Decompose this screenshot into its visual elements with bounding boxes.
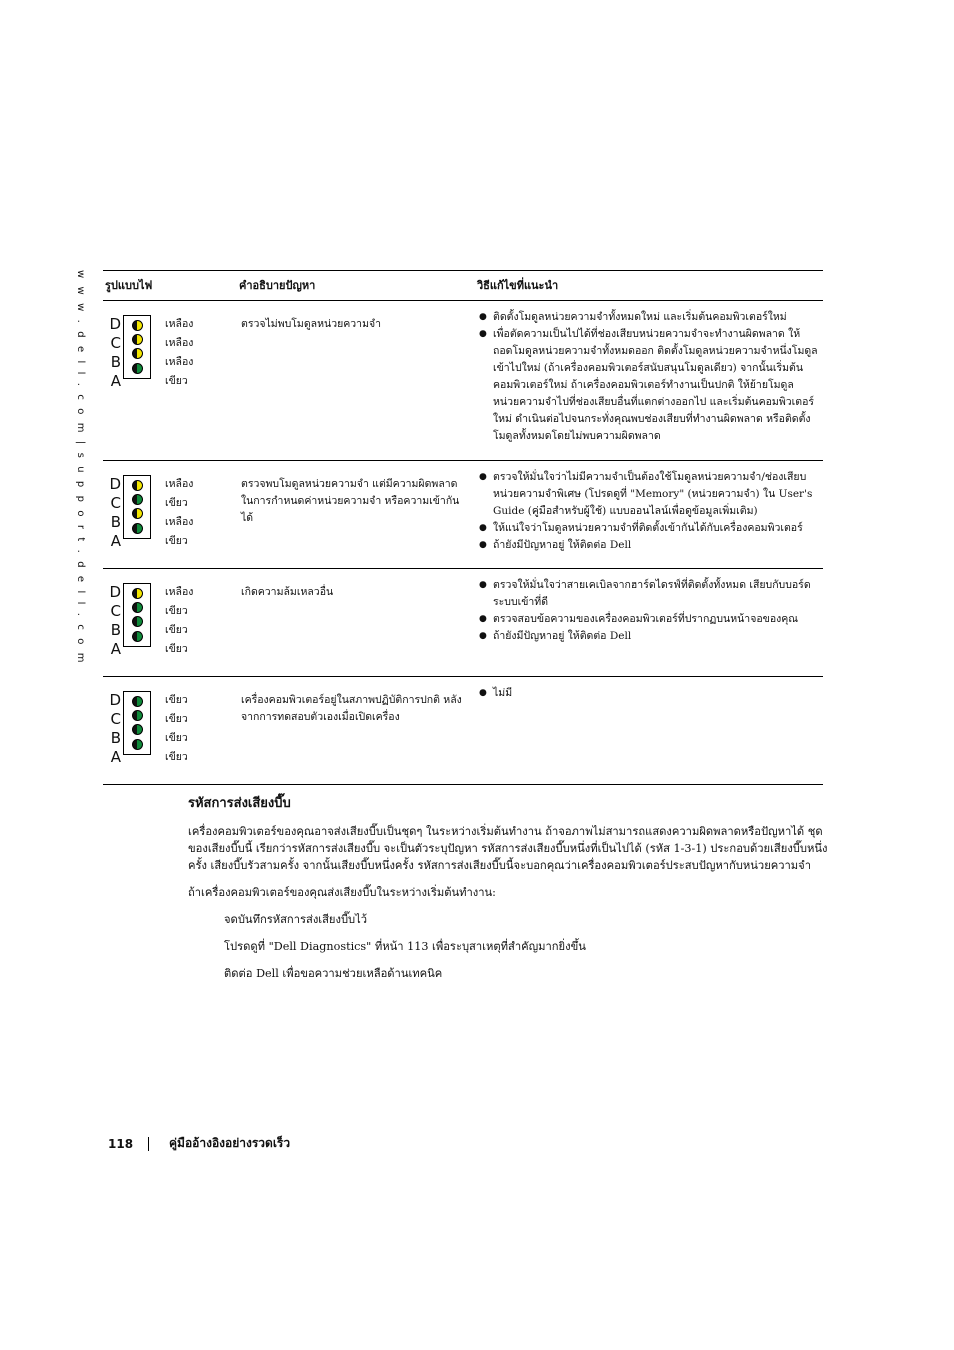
light-label: เขียว — [165, 713, 188, 725]
solution-item: ● ตรวจให้มั่นใจว่าไม่มีความจำเป็นต้องใช้โมดูลหน่วยความจำ/ช่องเสียบหน่วยความจำพิเศษ (โปรดดูที่ "Memory" (หน่วยความจำ) ใน User's Guide (คู่มือสำหรับผู้ใช้) แบบออนไลน์เพื่อดูข้อมูลเพิ่มเติม) — [479, 469, 819, 520]
led-b-icon — [132, 508, 143, 519]
led-c-icon — [132, 334, 143, 345]
led-b-icon — [132, 348, 143, 359]
light-color-labels — [165, 583, 193, 659]
step-item: จดบันทึกรหัสการส่งเสียงบี๊บไว้ — [224, 913, 368, 926]
letter-b: B — [110, 353, 121, 371]
light-letters — [103, 315, 123, 391]
diagnostic-lights-table — [103, 270, 823, 785]
solution-item: ● ให้แน่ใจว่าโมดูลหน่วยความจำที่ติดตั้งเข้ากันได้กับเครื่องคอมพิวเตอร์ — [479, 520, 819, 537]
light-label: เหลือง — [165, 478, 194, 490]
solution-item: ● ถ้ายังมีปัญหาอยู่ ให้ติดต่อ Dell — [479, 537, 819, 554]
light-pattern-cell — [103, 677, 237, 785]
letter-b: B — [110, 513, 121, 531]
header-description: คำอธิบายปัญหา — [237, 271, 475, 301]
side-url-text: w w w . d e l l . c o m | s u p p o r t . d e l l . c o m — [75, 270, 86, 666]
footer-divider — [148, 1137, 149, 1151]
problem-description: ตรวจไม่พบโมดูลหน่วยความจำ — [237, 301, 475, 461]
light-label: เหลือง — [165, 516, 194, 528]
table-row — [103, 301, 823, 461]
page-footer — [108, 1134, 290, 1153]
solution-item: ● ไม่มี — [479, 685, 819, 702]
led-c-icon — [132, 710, 143, 721]
led-d-icon — [132, 320, 143, 331]
led-c-icon — [132, 494, 143, 505]
light-color-labels — [165, 475, 193, 551]
letter-c: C — [110, 494, 121, 512]
solution-item: ● ติดตั้งโมดูลหน่วยความจำทั้งหมดใหม่ และเริ่มต้นคอมพิวเตอร์ใหม่ — [479, 309, 819, 326]
letter-b: B — [110, 621, 121, 639]
led-a-icon — [132, 523, 143, 534]
solution-item: ● เพื่อตัดความเป็นไปได้ที่ช่องเสียบหน่วยความจำจะทำงานผิดพลาด ให้ถอดโมดูลหน่วยความจำทั้งหมดออก ติดตั้งโมดูลหน่วยความจำหนึ่งโมดูลเข้าไปใหม่ (ถ้าเครื่องคอมพิวเตอร์สนับสนุนโมดูลเดียว) จากนั้นเริ่มต้นคอมพิวเตอร์ใหม่ ถ้าเครื่องคอมพิวเตอร์ทำงานเป็นปกติ ให้ย้ายโมดูลหน่วยความจำไปที่ช่องเสียบอื่นที่แตกต่างออกไป และเริ่มต้นคอมพิวเตอร์ใหม่ ดำเนินต่อไปจนกระทั่งคุณพบช่องเสียบที่ทำงานผิดพลาด หรือติดตั้งโมดูลทั้งหมดโดยไม่พบความผิดพลาด — [479, 326, 819, 445]
led-a-icon — [132, 739, 143, 750]
light-label: เหลือง — [165, 337, 194, 349]
letter-c: C — [110, 334, 121, 352]
page-number: 118 — [108, 1136, 134, 1151]
header-pattern: รูปแบบไฟ — [103, 271, 237, 301]
led-d-icon — [132, 588, 143, 599]
led-a-icon — [132, 631, 143, 642]
solution-cell — [475, 569, 823, 677]
light-label: เขียว — [165, 732, 188, 744]
side-url — [72, 270, 86, 666]
footer-title: คู่มืออ้างอิงอย่างรวดเร็ว — [169, 1136, 291, 1150]
led-d-icon — [132, 480, 143, 491]
light-label: เขียว — [165, 751, 188, 763]
step-item: ติดต่อ Dell เพื่อขอความช่วยเหลือด้านเทคนิค — [224, 967, 443, 980]
light-label: เขียว — [165, 535, 188, 547]
led-d-icon — [132, 696, 143, 707]
light-letters — [103, 583, 123, 659]
problem-description: เกิดความล้มเหลวอื่น — [237, 569, 475, 677]
light-letters — [103, 475, 123, 551]
light-label: เขียว — [165, 694, 188, 706]
light-letters — [103, 691, 123, 767]
letter-d: D — [109, 475, 121, 493]
table-row — [103, 677, 823, 785]
solution-cell — [475, 301, 823, 461]
letter-a: A — [110, 532, 121, 550]
light-color-labels — [165, 691, 188, 767]
letter-a: A — [110, 640, 121, 658]
light-pattern-cell — [103, 569, 237, 677]
letter-c: C — [110, 602, 121, 620]
light-panel — [123, 691, 151, 755]
light-label: เหลือง — [165, 318, 194, 330]
light-label: เขียว — [165, 624, 188, 636]
light-label: เขียว — [165, 643, 188, 655]
problem-description: เครื่องคอมพิวเตอร์อยู่ในสภาพปฏิบัติการปกติ หลังจากการทดสอบตัวเองเมื่อเปิดเครื่อง — [237, 677, 475, 785]
light-panel — [123, 315, 151, 379]
section-title: รหัสการส่งเสียงบี๊บ — [188, 796, 291, 811]
light-label: เขียว — [165, 605, 188, 617]
letter-d: D — [109, 315, 121, 333]
problem-description: ตรวจพบโมดูลหน่วยความจำ แต่มีความผิดพลาดในการกำหนดค่าหน่วยความจำ หรือความเข้ากันได้ — [237, 461, 475, 569]
light-pattern-cell — [103, 461, 237, 569]
led-b-icon — [132, 616, 143, 627]
light-panel — [123, 475, 151, 539]
led-c-icon — [132, 602, 143, 613]
light-label: เหลือง — [165, 356, 194, 368]
solution-cell — [475, 461, 823, 569]
letter-c: C — [110, 710, 121, 728]
beep-lead: ถ้าเครื่องคอมพิวเตอร์ของคุณส่งเสียงบี๊บในระหว่างเริ่มต้นทำงาน: — [188, 886, 496, 899]
step-item: โปรดดูที่ "Dell Diagnostics" ที่หน้า 113 เพื่อระบุสาเหตุที่สำคัญมากยิ่งขึ้น — [224, 940, 586, 953]
letter-d: D — [109, 691, 121, 709]
light-label: เขียว — [165, 375, 188, 387]
solution-cell — [475, 677, 823, 785]
beep-paragraph: เครื่องคอมพิวเตอร์ของคุณอาจส่งเสียงบี๊บเป็นชุดๆ ในระหว่างเริ่มต้นทำงาน ถ้าจอภาพไม่สามารถแสดงความผิดพลาดหรือปัญหาได้ ชุดของเสียงบี๊บนี้ เรียกว่ารหัสการส่งเสียงบี๊บ จะเป็นตัวระบุปัญหา รหัสการส่งเสียงบี๊บหนึ่งที่เป็นไปได้ (รหัส 1-3-1) ประกอบด้วยเสียงบี๊บหนึ่งครั้ง เสียงบี๊บรัวสามครั้ง จากนั้นเสียงบี๊บหนึ่งครั้ง รหัสการส่งเสียงบี๊บนี้จะบอกคุณว่าเครื่องคอมพิวเตอร์ประสบปัญหากับหน่วยความจำ — [188, 825, 828, 872]
light-pattern-cell — [103, 301, 237, 461]
letter-a: A — [110, 372, 121, 390]
light-panel — [123, 583, 151, 647]
solution-item: ● ตรวจให้มั่นใจว่าสายเคเบิลจากฮาร์ดไดรฟ์ที่ติดตั้งทั้งหมด เสียบกับบอร์ดระบบเข้าที่ดี — [479, 577, 819, 611]
table-header-row — [103, 271, 823, 301]
beep-codes-section — [188, 795, 828, 992]
table-row — [103, 461, 823, 569]
light-label: เขียว — [165, 497, 188, 509]
table-row — [103, 569, 823, 677]
beep-steps — [188, 911, 828, 982]
letter-b: B — [110, 729, 121, 747]
header-solution: วิธีแก้ไขที่แนะนำ — [475, 271, 823, 301]
led-b-icon — [132, 724, 143, 735]
letter-a: A — [110, 748, 121, 766]
light-color-labels — [165, 315, 193, 391]
light-label: เหลือง — [165, 586, 194, 598]
led-a-icon — [132, 363, 143, 374]
solution-item: ● ถ้ายังมีปัญหาอยู่ ให้ติดต่อ Dell — [479, 628, 819, 645]
solution-item: ● ตรวจสอบข้อความของเครื่องคอมพิวเตอร์ที่ปรากฏบนหน้าจอของคุณ — [479, 611, 819, 628]
letter-d: D — [109, 583, 121, 601]
